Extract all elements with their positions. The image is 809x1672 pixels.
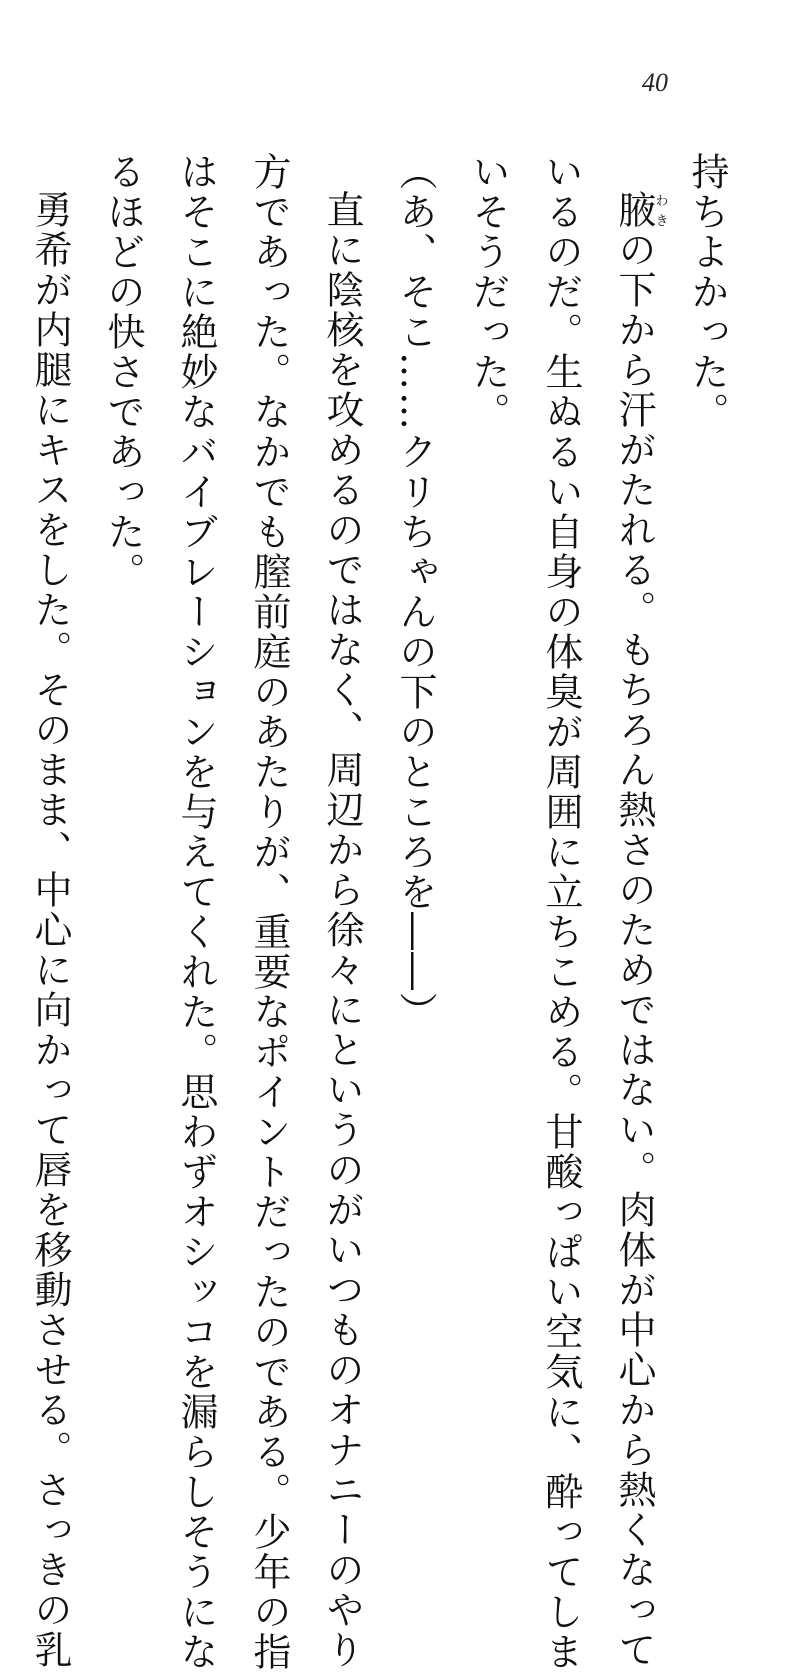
text-line: はそこに絶妙なバイブレーションを与えてくれた。思わずオシッコを漏らしそうにな [174,152,218,1672]
body-text [0,152,743,1672]
text-line: 持ちよかった。 [685,152,729,432]
text-line: いそうだった。 [466,152,510,432]
ruby-word [612,190,668,230]
ruby-reading: わき [652,190,668,230]
page-number: 40 [642,68,668,97]
text-line: いるのだ。生ぬるい自身の体臭が周囲に立ちこめる。甘酸っぱい空気に、酔ってしま [539,152,583,1672]
text-line-with-ruby [597,152,670,1670]
text-line: 直に陰核を攻めるのではなく、周辺から徐々にというのがいつものオナニーのやり [320,190,364,1670]
text-line: 勇希が内腿にキスをした。そのまま、中心に向かって唇を移動させる。さっきの乳 [28,190,72,1670]
text-line [0,152,13,1112]
text-line: るほどの快さであった。 [101,152,145,592]
text-line: （あ、そこ……クリちゃんの下のところを――） [393,152,437,1032]
ruby-base: 腋 [612,190,656,230]
text-line: 方であった。なかでも膣前庭のあたりが、重要なポイントだったのである。少年の指 [247,152,291,1672]
ruby-line-rest: の下から汗がたれる。もちろん熱さのためではない。肉体が中心から熱くなって [612,230,656,1670]
